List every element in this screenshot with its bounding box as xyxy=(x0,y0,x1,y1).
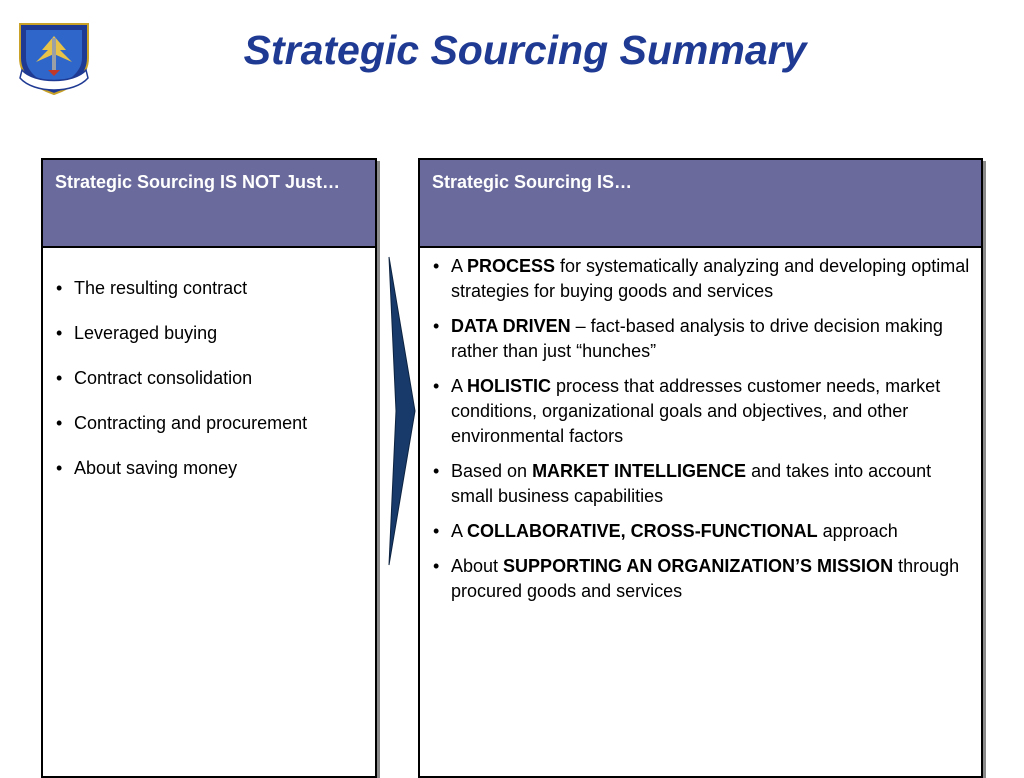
item-text: process that addresses customer needs, market conditions, organizational goals and objectives, and other environmental factors xyxy=(451,376,941,446)
list-item: • Leveraged buying xyxy=(74,321,375,346)
is-panel xyxy=(418,158,983,778)
list-item: • Contracting and procurement xyxy=(74,411,375,436)
item-text: for systematically analyzing and developing optimal strategies for buying goods and services xyxy=(451,256,970,301)
item-emphasis: HOLISTIC xyxy=(467,376,552,396)
item-text: approach xyxy=(817,521,898,541)
right-arrow-chevron-icon xyxy=(386,255,418,567)
is-list xyxy=(420,248,981,604)
is-not-panel-header: Strategic Sourcing IS NOT Just… xyxy=(43,160,375,248)
is-not-panel xyxy=(41,158,377,778)
item-emphasis: SUPPORTING AN ORGANIZATION’S MISSION xyxy=(503,556,894,576)
is-not-list xyxy=(43,248,375,481)
item-emphasis: COLLABORATIVE, CROSS-FUNCTIONAL xyxy=(467,521,818,541)
list-item xyxy=(451,374,971,449)
item-text: through procured goods and services xyxy=(451,556,960,601)
item-text: About xyxy=(451,556,504,576)
item-emphasis: PROCESS xyxy=(467,256,556,276)
item-text: A xyxy=(451,521,468,541)
item-text: and takes into account small business capabilities xyxy=(451,461,932,506)
is-panel-header: Strategic Sourcing IS… xyxy=(420,160,981,248)
list-item: • About saving money xyxy=(74,456,375,481)
list-item xyxy=(451,314,971,364)
item-text: – fact-based analysis to drive decision making rather than just “hunches” xyxy=(451,316,943,361)
list-item xyxy=(451,519,971,544)
item-emphasis: MARKET INTELLIGENCE xyxy=(532,461,747,481)
item-text: A xyxy=(451,256,468,276)
list-item xyxy=(451,254,971,304)
list-item xyxy=(451,459,971,509)
item-text: A xyxy=(451,376,468,396)
list-item xyxy=(451,554,971,604)
item-text: Based on xyxy=(451,461,533,481)
air-combat-command-shield-icon xyxy=(12,14,96,96)
list-item: • Contract consolidation xyxy=(74,366,375,391)
item-emphasis: DATA DRIVEN xyxy=(451,316,571,336)
page-title: Strategic Sourcing Summary xyxy=(243,27,807,73)
list-item: • The resulting contract xyxy=(74,276,375,301)
